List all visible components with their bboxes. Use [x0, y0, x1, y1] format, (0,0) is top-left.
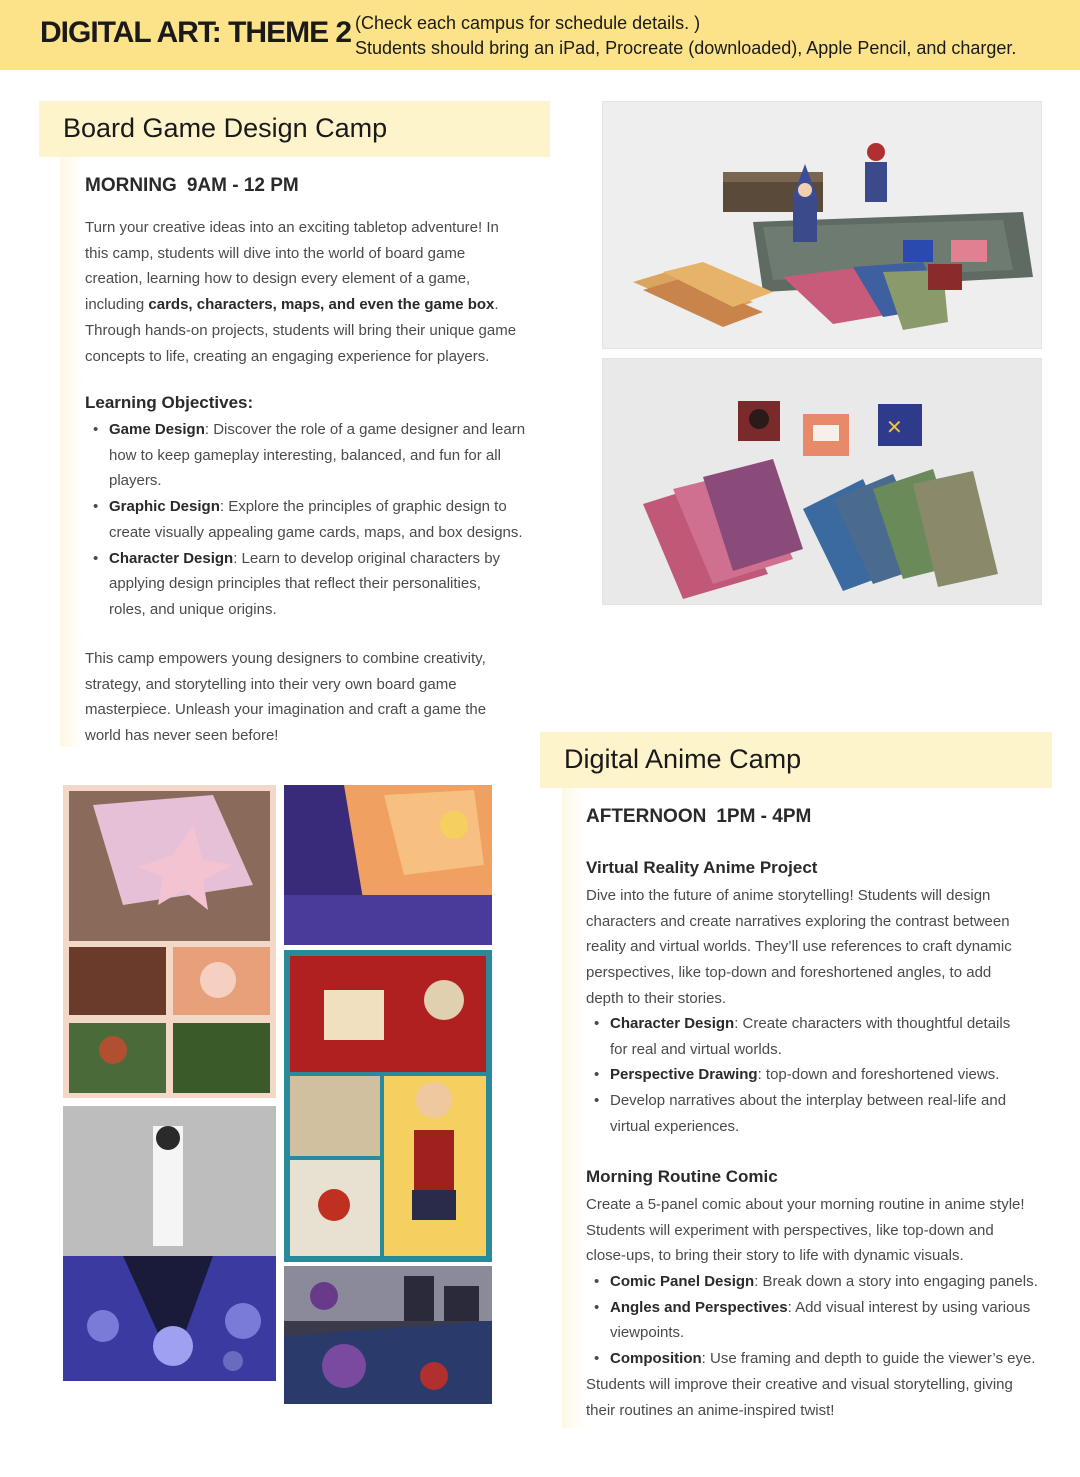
- vr-project-description: Dive into the future of anime storytelling! Students will design characters and create narratives exploring the contrast between reality and virtual worlds. They’ll use references to craft dynamic perspectives, like top-down and foreshortened angles, to add depth to their stories.: [586, 887, 1012, 1007]
- board-game-heading: Board Game Design Camp: [63, 113, 388, 143]
- intro-line: Turn your creative ideas into an exciting tabletop adventure! In: [85, 219, 499, 236]
- board-game-heading-band: [39, 101, 550, 157]
- board-game-closing: This camp empowers young designers to combine creativity, strategy, and storytelling into their very own board game masterpiece. Unleash your imagination and craft a game the world has never seen before!: [85, 650, 487, 745]
- vr-bullet: • Perspective Drawing: top-down and foreshortened views.: [586, 1062, 1056, 1088]
- board-game-photo-2: [602, 358, 1042, 605]
- intro-emphasis: cards, characters, maps, and even the game box: [148, 296, 495, 314]
- anime-heading: Digital Anime Camp: [564, 744, 802, 774]
- comic-bullet: • Comic Panel Design: Break down a story into engaging panels.: [586, 1269, 1056, 1295]
- comic-artwork-1: [63, 785, 276, 1098]
- intro-line: concepts to life, creating an engaging experience for players.: [85, 347, 490, 365]
- comic-artwork-2: [284, 785, 492, 945]
- objective-item: • Character Design: Learn to develop original characters by applying design principles that reflect their personalities, roles, and unique origins.: [85, 546, 545, 623]
- vr-bullet: • Character Design: Create characters with thoughtful details for real and virtual worlds.: [586, 1011, 1056, 1062]
- board-game-session: [85, 175, 299, 197]
- comic-heading: Morning Routine Comic: [586, 1167, 778, 1186]
- comic-artwork-4: [63, 1106, 276, 1381]
- svg-text:✕: ✕: [886, 415, 903, 439]
- session-time: 1PM - 4PM: [716, 806, 812, 827]
- board-game-photo-1: [602, 101, 1042, 349]
- comic-bullets: [586, 1269, 1056, 1372]
- vr-bullet: • Develop narratives about the interplay between real-life and virtual experiences.: [586, 1088, 1056, 1139]
- session-label: AFTERNOON: [586, 806, 707, 827]
- intro-line: Through hands-on projects, students will bring their unique game: [85, 321, 517, 339]
- board-game-photo-1-art: [603, 102, 1042, 349]
- session-time: 9AM - 12 PM: [186, 175, 299, 196]
- board-game-intro: [85, 215, 545, 369]
- page-title: DIGITAL ART: THEME 2: [40, 16, 352, 49]
- anime-session: [586, 806, 811, 828]
- board-game-photo-2-art: [603, 359, 1042, 605]
- comic-bullet: • Composition: Use framing and depth to guide the viewer’s eye.: [586, 1346, 1056, 1372]
- board-game-side-accent: [60, 157, 84, 747]
- top-banner: [0, 0, 1080, 70]
- vr-project-bullets: [586, 1011, 1056, 1140]
- intro-line: creation, learning how to design every element of a game,: [85, 270, 471, 288]
- objective-item: • Game Design: Discover the role of a game designer and learn how to keep gameplay interesting, balanced, and fun for all players.: [85, 417, 545, 494]
- anime-heading-band: [540, 732, 1052, 788]
- anime-side-accent: [562, 788, 586, 1428]
- session-label: MORNING: [85, 175, 177, 196]
- comic-description: Create a 5-panel comic about your morning routine in anime style! Students will experiment with perspectives, like top-down and close-ups, to bring their story to life with dynamic visuals.: [586, 1196, 1025, 1265]
- objective-item: • Graphic Design: Explore the principles of graphic design to create visually appealing game cards, maps, and box designs.: [85, 494, 545, 545]
- learning-objectives-heading: Learning Objectives:: [85, 393, 254, 412]
- learning-objectives-list: [85, 417, 545, 623]
- banner-note-line-2: Students should bring an iPad, Procreate (downloaded), Apple Pencil, and charger.: [355, 38, 1017, 58]
- comic-artwork-3: [284, 950, 492, 1262]
- intro-line: including cards, characters, maps, and even the game box.: [85, 296, 499, 314]
- vr-project-heading: Virtual Reality Anime Project: [586, 858, 818, 877]
- anime-closing: Students will improve their creative and visual storytelling, giving their routines an anime-inspired twist!: [586, 1376, 1013, 1419]
- banner-note-line-1: (Check each campus for schedule details. ): [355, 13, 701, 33]
- comic-bullet: • Angles and Perspectives: Add visual interest by using various viewpoints.: [586, 1295, 1056, 1346]
- banner-note: [355, 11, 1016, 61]
- intro-line: this camp, students will dive into the world of board game: [85, 244, 466, 262]
- comic-artwork-5: [284, 1266, 492, 1404]
